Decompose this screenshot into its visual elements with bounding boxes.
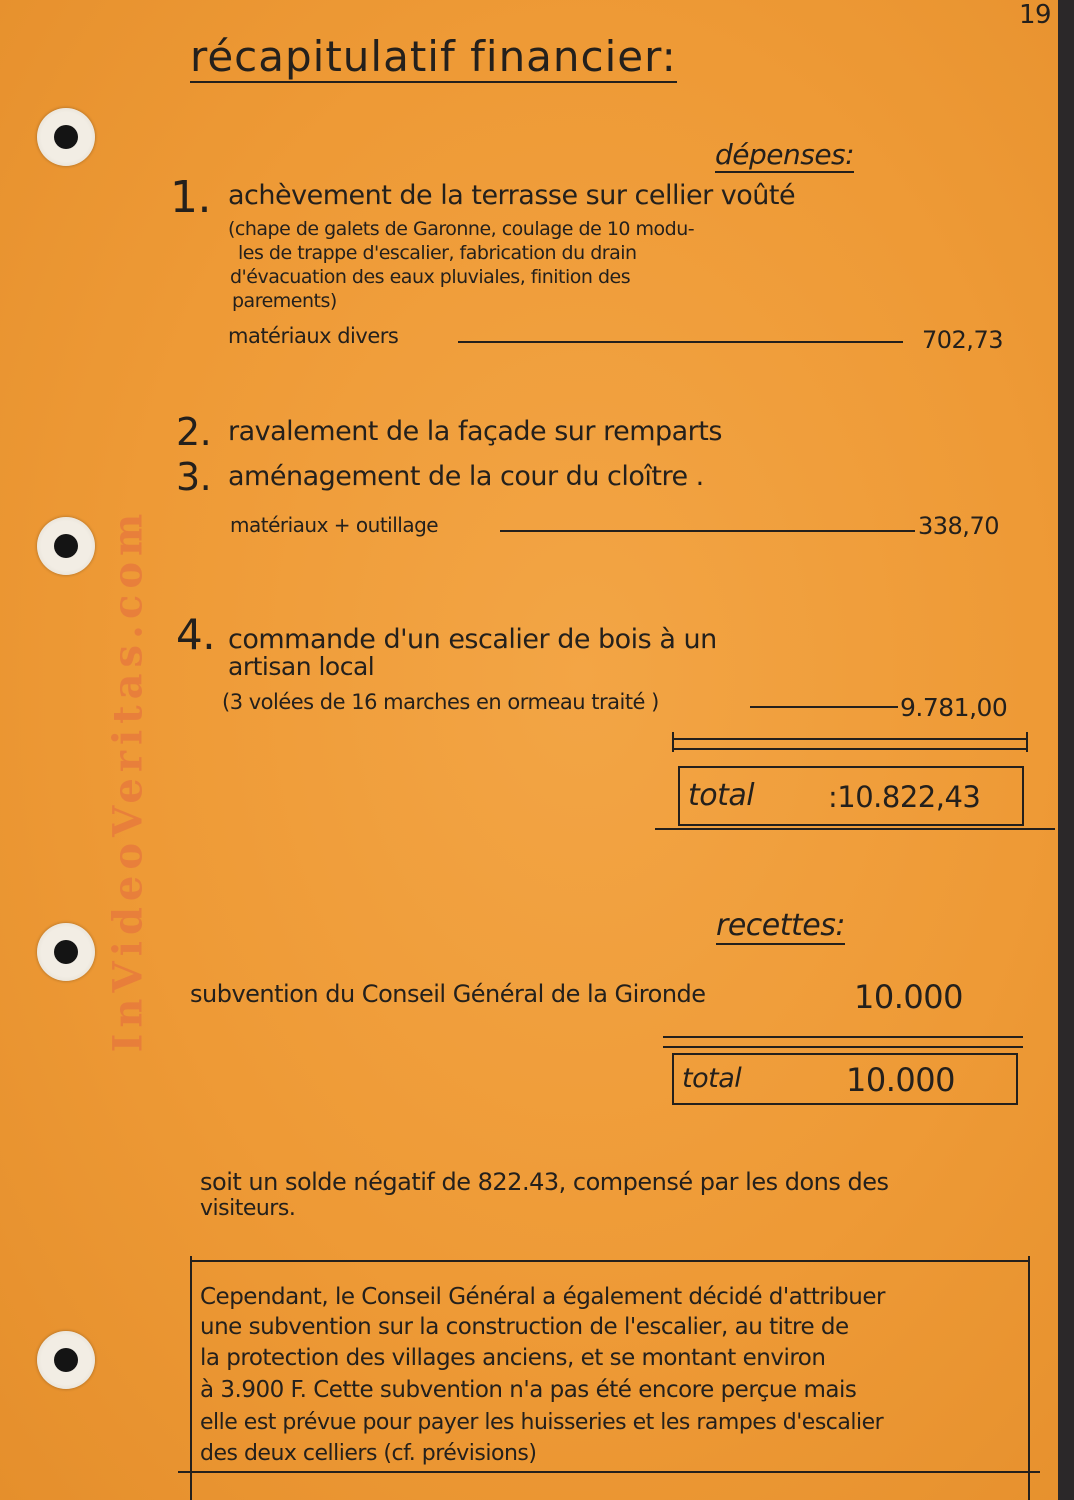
dark-background-edge <box>1058 0 1074 1500</box>
item-number: 3. <box>176 455 212 499</box>
receipts-heading: recettes: <box>716 908 845 943</box>
item-detail-line: parements) <box>232 290 337 312</box>
double-rule-bottom <box>672 748 1028 750</box>
double-rule-bottom <box>663 1046 1023 1048</box>
item-amount: 702,73 <box>922 326 1003 354</box>
item-title: ravalement de la façade sur remparts <box>228 416 722 447</box>
total-value: 10.000 <box>846 1061 955 1099</box>
note-line: à 3.900 F. Cette subvention n'a pas été encore perçue mais <box>200 1377 857 1403</box>
item-amount: 338,70 <box>918 512 999 540</box>
item-number: 4. <box>176 610 216 659</box>
receipts-total-box <box>672 1053 1018 1105</box>
balance-line: visiteurs. <box>200 1196 296 1221</box>
page-number: 19 <box>1019 0 1052 30</box>
leader-line <box>750 706 898 708</box>
double-rule-top <box>663 1036 1023 1038</box>
cost-label: matériaux divers <box>228 324 399 348</box>
item-title: commande d'un escalier de bois à un <box>228 624 717 655</box>
note-line: la protection des villages anciens, et se montant environ <box>200 1345 826 1371</box>
note-box-left-border <box>190 1256 192 1500</box>
receipt-line-amount: 10.000 <box>854 978 963 1016</box>
total-label: total <box>682 1063 742 1094</box>
binder-hole-1 <box>37 108 95 166</box>
note-box-right-border <box>1028 1256 1030 1500</box>
leader-line <box>458 341 903 343</box>
box-extension-line <box>655 828 1055 830</box>
note-line: une subvention sur la construction de l'escalier, au titre de <box>200 1314 849 1340</box>
item-amount: 9.781,00 <box>900 693 1008 722</box>
item-title: aménagement de la cour du cloître . <box>228 461 704 492</box>
total-value: :10.822,43 <box>828 780 981 814</box>
item-detail-line: (3 volées de 16 marches en ormeau traité ) <box>222 690 659 714</box>
double-rule-top <box>672 738 1028 740</box>
total-label: total <box>688 778 755 813</box>
note-box-top-border <box>190 1260 1030 1262</box>
balance-line: soit un solde négatif de 822.43, compensé par les dons des <box>200 1168 889 1196</box>
note-box-bottom-border <box>178 1471 1040 1473</box>
item-title-line2: artisan local <box>228 652 375 681</box>
cost-label: matériaux + outillage <box>230 513 439 537</box>
rule-tick <box>672 732 674 752</box>
expenses-total-box <box>678 766 1024 826</box>
item-detail-line: les de trappe d'escalier, fabrication du drain <box>238 242 637 264</box>
item-number: 1. <box>170 172 211 223</box>
binder-hole-4 <box>37 1331 95 1389</box>
watermark-text: InVideoVeritas.com <box>104 507 152 1053</box>
item-detail-line: (chape de galets de Garonne, coulage de 10 modu- <box>228 218 695 240</box>
binder-hole-2 <box>37 517 95 575</box>
expenses-heading: dépenses: <box>715 138 855 171</box>
note-line: des deux celliers (cf. prévisions) <box>200 1441 537 1466</box>
page-title: récapitulatif financier: <box>190 32 677 81</box>
binder-hole-3 <box>37 923 95 981</box>
note-line: Cependant, le Conseil Général a également décidé d'attribuer <box>200 1284 885 1310</box>
rule-tick <box>1026 732 1028 752</box>
item-title: achèvement de la terrasse sur cellier voûté <box>228 180 796 211</box>
item-detail-line: d'évacuation des eaux pluviales, finition des <box>230 266 631 288</box>
item-number: 2. <box>176 410 212 454</box>
receipt-line-label: subvention du Conseil Général de la Gironde <box>190 980 706 1008</box>
note-line: elle est prévue pour payer les huisseries et les rampes d'escalier <box>200 1410 884 1435</box>
leader-line <box>500 530 915 532</box>
